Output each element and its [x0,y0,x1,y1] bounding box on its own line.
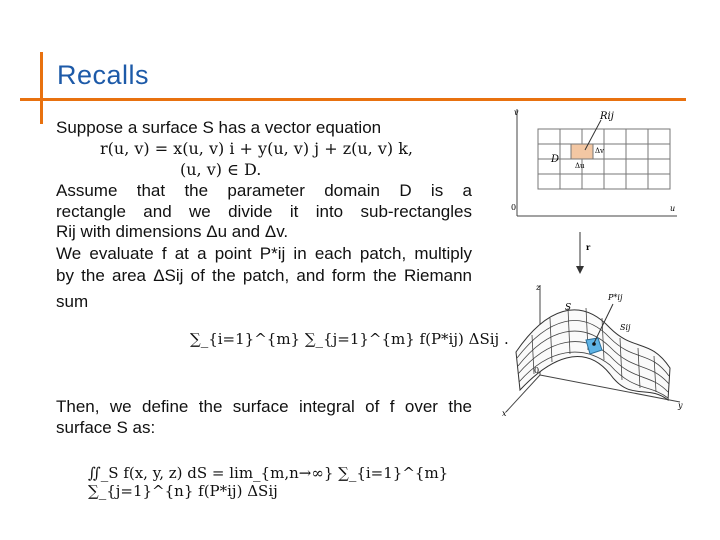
u-axis-label: u [670,204,676,213]
paragraph-1-line-1: Assume that the parameter domain D is a [56,181,472,200]
y-axis-label: y [678,401,683,410]
parameter-domain-figure [505,104,685,224]
slide-title: Recalls [57,60,150,90]
origin-label: 0 [511,203,517,212]
dv-label: Δv [595,147,605,155]
v-axis-label: v [514,108,519,117]
rij-label: Rij [600,111,614,122]
paragraph-2-line-1: We evaluate f at a point P*ij in each patch, multiply [56,244,472,263]
vector-equation: r(u, v) = x(u, v) i + y(u, v) j + z(u, v) k, [100,139,413,158]
paragraph-1-line-2: rectangle and we divide it into sub-rectangles [56,202,472,221]
sub-rectangle [571,144,593,159]
mapping-arrow [570,230,600,278]
domain-condition: (u, v) ∈ D. [180,160,262,179]
x-axis-label: x [502,409,507,418]
sample-point [592,342,596,346]
arrow-head [576,266,584,274]
surface-label: S [565,303,572,313]
paragraph-1-line-3: Rij with dimensions Δu and Δv. [56,222,289,241]
paragraph-3-line-1: Then, we define the surface integral of f over the [56,397,472,416]
surface-figure [498,280,688,440]
title-underline [20,98,686,101]
intro-line: Suppose a surface S has a vector equation [56,118,382,137]
pij-label: P*ij [608,293,623,302]
d-label: D [551,154,560,165]
arrow-label: r [586,242,591,252]
z-axis-label: z [536,283,541,292]
paragraph-2-line-3: sum [56,292,89,311]
du-label: Δu [575,162,585,170]
sij-label: Sij [620,323,631,332]
title-accent-bar [40,52,43,124]
paragraph-3-line-2: surface S as: [56,418,156,437]
riemann-sum-formula: ∑_{i=1}^{m} ∑_{j=1}^{m} f(P*ij) ΔSij . [190,330,509,348]
surface-origin-label: 0 [534,366,540,375]
paragraph-2-line-2: by the area ΔSij of the patch, and form the Riemann [56,266,472,285]
surface-integral-formula: ∬_S f(x, y, z) dS = lim_{m,n→∞} ∑_{i=1}^{m} ∑_{j=1}^{n} f(P*ij) ΔSij [88,464,449,500]
